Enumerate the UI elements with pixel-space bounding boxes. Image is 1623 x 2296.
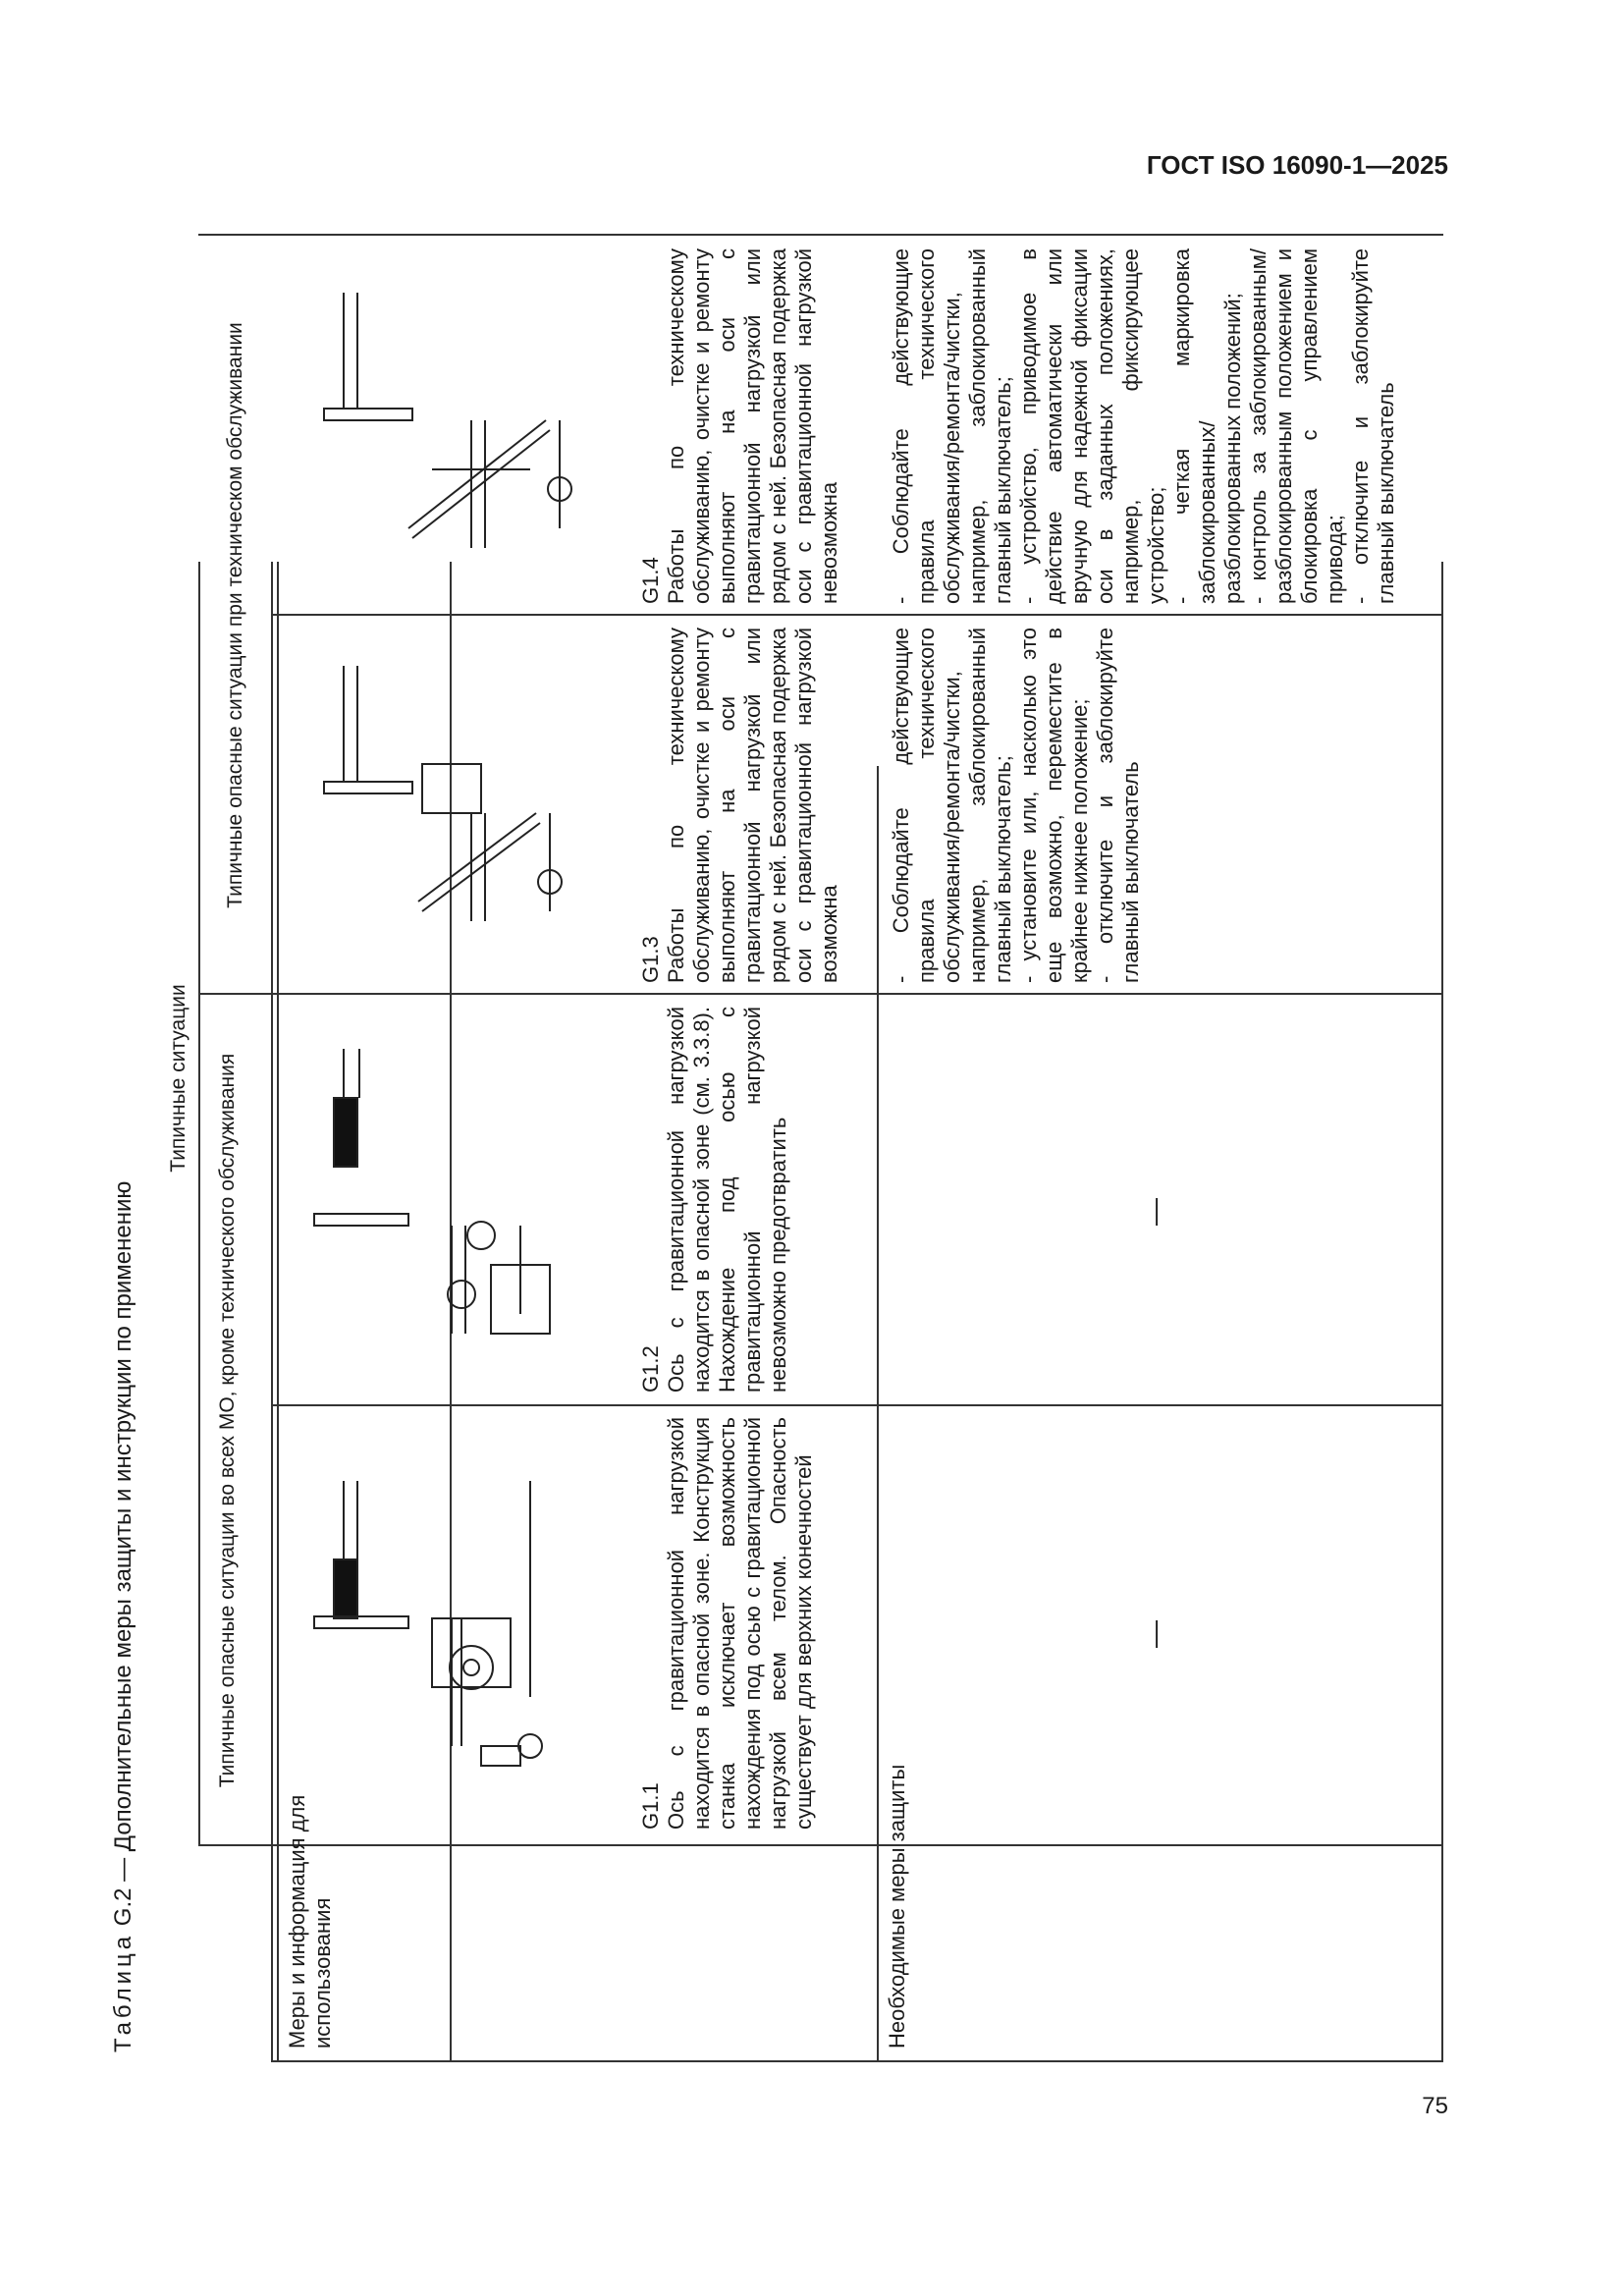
illustration-g14 [304, 273, 579, 568]
measures-g13-list [889, 628, 1144, 983]
standard-designation: ГОСТ ISO 16090-1—2025 [1146, 150, 1448, 180]
illustration-g11 [304, 1461, 579, 1776]
measure-item: - четкая маркировка заблокированных/разблокированных положений; [1169, 248, 1245, 604]
table-caption [110, 1181, 137, 2052]
situation-code: G1.4 [638, 557, 663, 604]
situation-code: G1.1 [638, 1782, 663, 1830]
column-divider-g13-g14 [271, 614, 1443, 616]
situation-code: G1.2 [638, 1345, 663, 1393]
group-header-divider [198, 562, 200, 1846]
illustration-g13 [304, 646, 579, 941]
measures-g12-dash: — [1139, 1198, 1169, 1226]
table-border-top [198, 234, 1443, 236]
measures-g14-list [889, 248, 1399, 604]
situation-description: Работы по техническому обслуживанию, очистке и ремонту выполняют на оси с гравитационной нагрузкой или рядом с ней. Безопасная подержка оси с гравитационной нагрузкой возможна [664, 628, 841, 983]
table-border-bottom [271, 2060, 1443, 2062]
row-divider-info-protection [877, 766, 879, 2062]
measure-item: - отключите и заблокируйте главный выключатель [1093, 628, 1143, 983]
row-label-protection: Необходимые меры защиты [885, 1764, 909, 2049]
table-border-left-inner [277, 562, 279, 2062]
situation-g13-text [638, 628, 842, 983]
subgroup-divider [198, 993, 1443, 995]
subgroup-header-non-maintenance: Типичные опасные ситуации во всех МО, кроме технического обслуживания [216, 1053, 239, 1788]
situation-g12-text [638, 1007, 791, 1393]
label-column-boundary [198, 1844, 1443, 1846]
measure-item: - отключите и заблокируйте главный выключатель [1348, 248, 1398, 604]
situation-code: G1.3 [638, 936, 663, 983]
situation-g11-text [638, 1417, 817, 1830]
measure-item: - установите или, насколько это еще возможно, переместите в крайнее нижнее положение; [1016, 628, 1092, 983]
measure-item: - Соблюдайте действующие правила технического обслуживания/ремонта/чистки, например, заблокированный главный выключатель; [889, 248, 1015, 604]
subgroup-header-divider [271, 766, 273, 2062]
measure-item: - Соблюдайте действующие правила технического обслуживания/ремонта/чистки, например, заблокированный главный выключатель; [889, 628, 1015, 983]
rotated-table-page [0, 248, 1623, 2296]
measure-item: - контроль за заблокированным/разблокированным положением и блокировка с управлением привода; [1246, 248, 1347, 604]
table-border-right [1441, 562, 1443, 2062]
situation-description: Работы по техническому обслуживанию, очистке и ремонту выполняют на оси с гравитационной нагрузкой или рядом с ней. Безопасная подержка оси с гравитационной нагрузкой невозможна [664, 248, 841, 604]
subgroup-header-maintenance: Типичные опасные ситуации при техническом обслуживании [224, 322, 246, 908]
situation-description: Ось с гравитационной нагрузкой находится в опасной зоне. Конструкция станка исключает возможность нахождения под осью с гравитационной нагрузкой всем телом. Опасность существует для верхних конечностей [664, 1417, 816, 1830]
page-number: 75 [1422, 2093, 1448, 2119]
measures-g11-dash: — [1139, 1620, 1169, 1648]
situation-g14-text [638, 248, 842, 604]
row-label-info: Меры и информация для использования [285, 1794, 335, 2049]
group-header: Типичные ситуации [167, 984, 189, 1173]
measure-item: - устройство, приводимое в действие автоматически или вручную для надежной фиксации оси в заданных положениях, например, фиксирующее устройство; [1016, 248, 1168, 604]
table-caption-text: G.2 — Дополнительные меры защиты и инструкции по применению [110, 1180, 136, 1927]
illustration-g12 [304, 1039, 579, 1353]
column-divider-g11-g12 [271, 1404, 1443, 1406]
situation-description: Ось с гравитационной нагрузкой находится в опасной зоне (см. 3.3.8). Нахождение под осью с гравитационной нагрузкой невозможно предотвратить [664, 1007, 790, 1393]
table-caption-prefix: Таблица [110, 1932, 136, 2052]
